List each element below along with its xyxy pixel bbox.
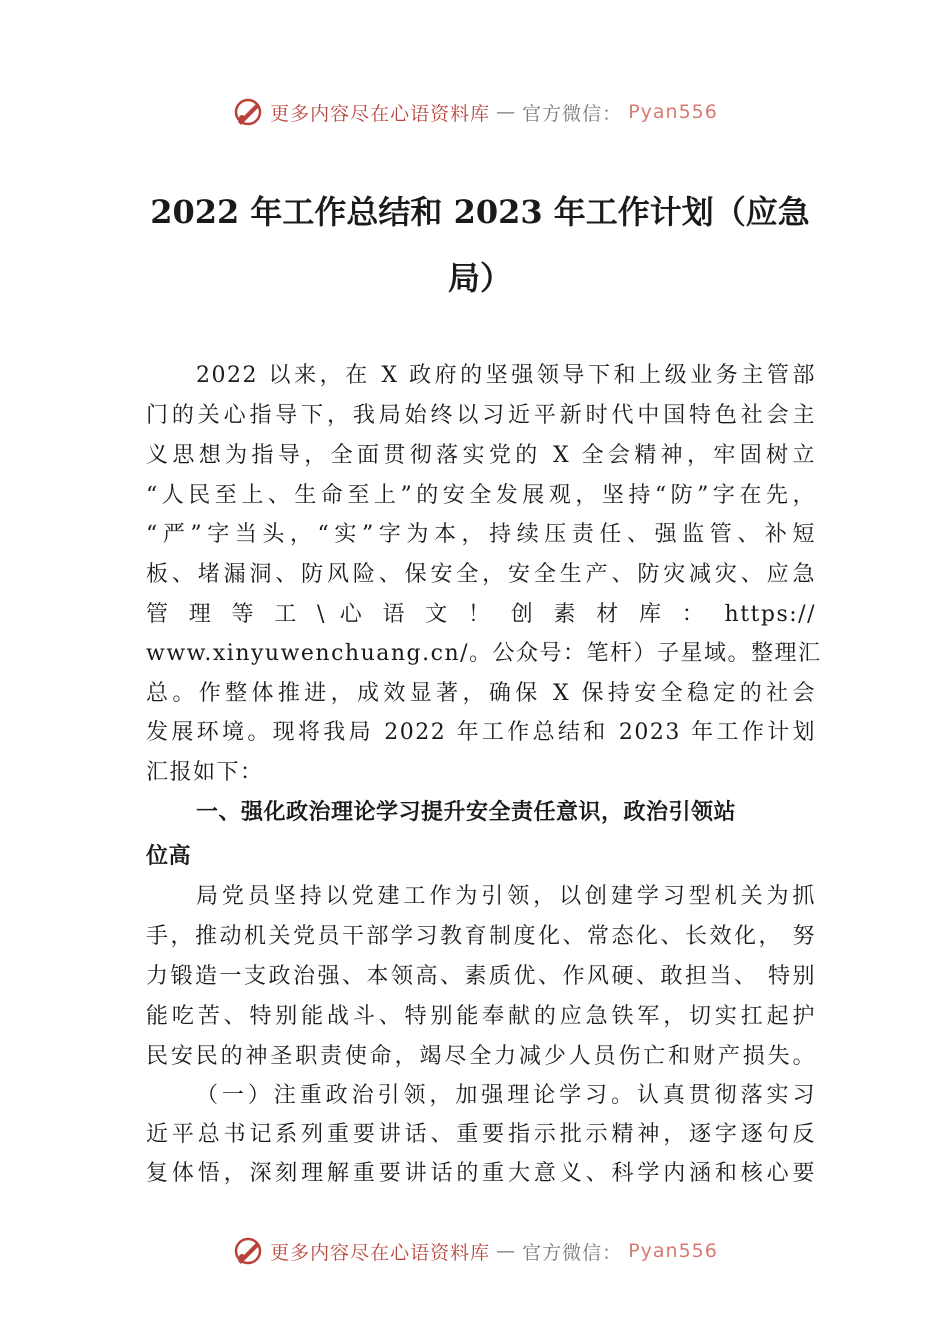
banner-dash: — [496,101,517,123]
body-line: www.xinyuwenchuang.cn/。公众号：笔杆）子星域。整理汇 [146,641,822,666]
section-heading-1: 一、强化政治理论学习提升安全责任意识，政治引领站 [196,800,737,825]
banner-library-text: 更多内容尽在心语资料库 [270,1241,491,1264]
body-line: 力锻造一支政治强、本领高、素质优、作风硬、敢担当、 特别 [146,964,816,989]
body-line: 板、堵漏洞、防风险、保安全，安全生产、防灾减灾、应急 [146,562,816,587]
body-line: 门的关心指导下，我局始终以习近平新时代中国特色社会主 [146,403,816,428]
body-line: 能吃苦、特别能战斗、特别能奉献的应急铁军，切实扛起护 [146,1004,816,1029]
brush-logo-icon [232,1235,264,1267]
footer-watermark-banner [0,1235,950,1267]
body-line: 义思想为指导，全面贯彻落实党的 X 全会精神，牢固树立 [146,443,816,468]
banner-official-text: 官方微信： [522,1241,623,1264]
banner-official-text: 官方微信： [522,102,623,125]
body-line: 近平总书记系列重要讲话、重要指示批示精神，逐字逐句反 [146,1122,816,1147]
body-line: 局党员坚持以党建工作为引领，以创建学习型机关为抓 [196,884,816,909]
document-title-line-1: 2022 年工作总结和 2023 年工作计划（应急 [150,193,810,231]
body-line: 民安民的神圣职责使命，竭尽全力减少人员伤亡和财产损失。 [146,1044,816,1069]
body-line: 复体悟，深刻理解重要讲话的重大意义、科学内涵和核心要 [146,1161,816,1186]
header-watermark-banner [0,96,950,128]
banner-dash: — [496,1240,517,1262]
body-line: 2022 以来，在 X 政府的坚强领导下和上级业务主管部 [196,363,816,388]
body-line: 管 理 等 工 \ 心 语 文 ！ 创 素 材 库 ： https:// [146,602,816,627]
body-line: 汇报如下： [146,760,264,785]
body-line: “人民至上、生命至上”的安全发展观，坚持“防”字在先， [146,483,816,508]
body-line: （一）注重政治引领，加强理论学习。认真贯彻落实习 [196,1083,816,1108]
document-title-line-2: 局） [447,259,512,297]
banner-wechat-id: Pyan556 [628,101,718,123]
brush-logo-icon [232,96,264,128]
banner-wechat-id: Pyan556 [628,1240,718,1262]
section-heading-1-cont: 位高 [146,844,192,869]
body-line: 发展环境。现将我局 2022 年工作总结和 2023 年工作计划 [146,720,816,745]
banner-library-text: 更多内容尽在心语资料库 [270,102,491,125]
body-line: “严”字当头，“实”字为本，持续压责任、强监管、补短 [146,522,816,547]
body-line: 手，推动机关党员干部学习教育制度化、常态化、长效化， 努 [146,924,816,949]
body-line: 总。作整体推进，成效显著，确保 X 保持安全稳定的社会 [146,681,816,706]
